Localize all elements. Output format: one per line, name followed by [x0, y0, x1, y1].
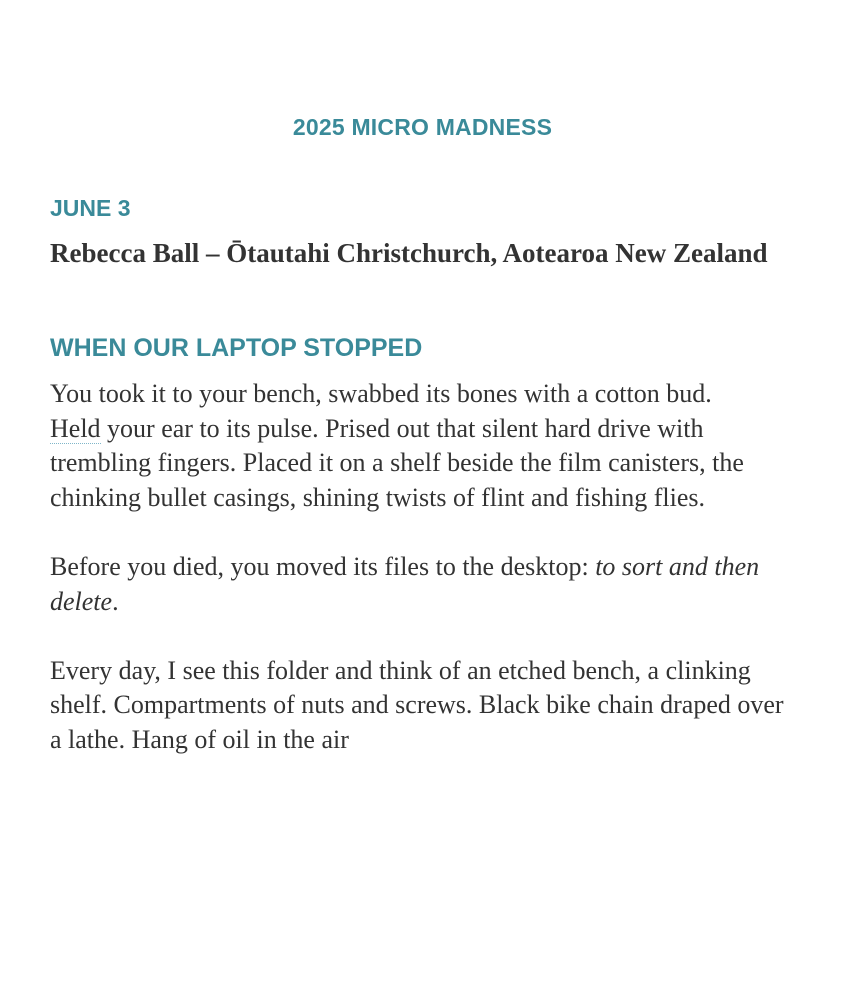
- story-body: [50, 377, 795, 792]
- author-line: Rebecca Ball – Ōtautahi Christchurch, Aotearoa New Zealand: [50, 238, 768, 268]
- paragraph-2-end: .: [112, 586, 119, 616]
- story-title: WHEN OUR LAPTOP STOPPED: [50, 334, 423, 362]
- held-word[interactable]: Held: [50, 413, 101, 443]
- paragraph-1-start: You took it to your bench, swabbed its bones with a cotton bud.: [50, 379, 712, 408]
- paragraph-2-start: Before you died, you moved its files to the desktop:: [50, 551, 589, 581]
- story-paragraph-3: Every day, I see this folder and think of an etched bench, a clinking shelf. Compartments of nuts and screws. Black bike chain draped over a lathe. Hang of oil in the air: [50, 655, 784, 754]
- paragraph-1-rest: your ear to its pulse. Prised out that silent hard drive with trembling fingers. Placed it on a shelf beside the film canisters, the chinking bullet casings, shining twists of flint and fishing flies.: [50, 413, 744, 512]
- entry-date: JUNE 3: [50, 195, 131, 221]
- series-title: 2025 MICRO MADNESS: [292, 114, 553, 140]
- story-paragraph-2: [50, 550, 795, 619]
- paragraph-2-italic: to sort and then delete: [50, 551, 760, 616]
- story-paragraph-1: [50, 377, 795, 515]
